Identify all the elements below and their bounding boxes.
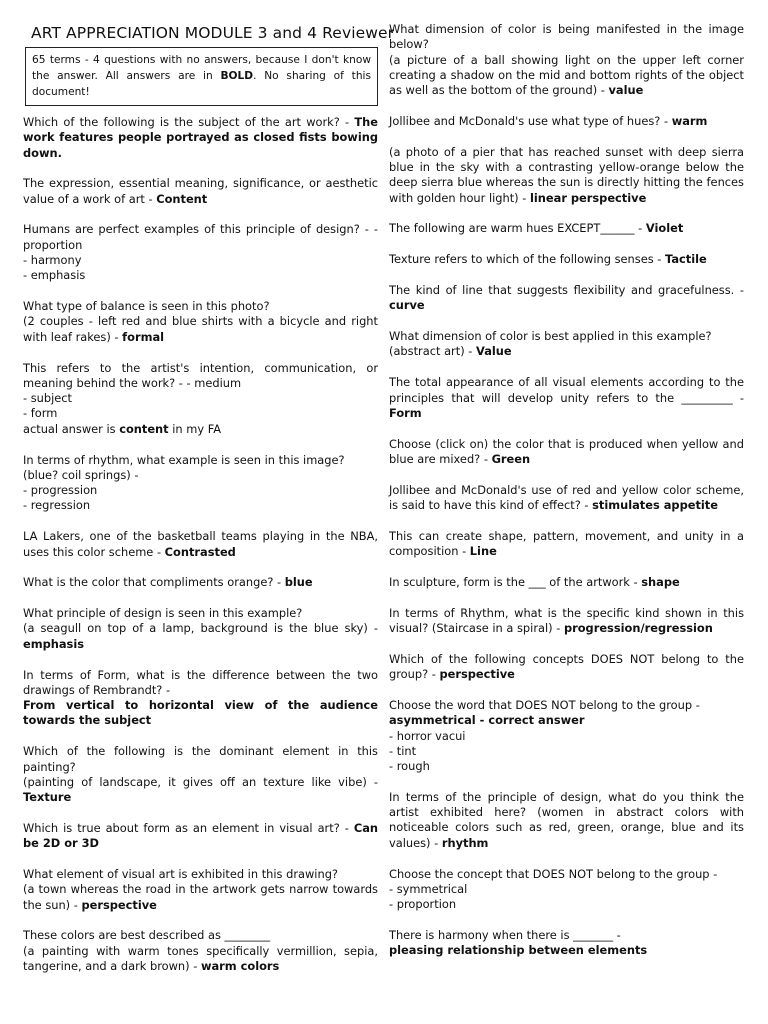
question-item — [23, 744, 378, 805]
question-item — [23, 453, 378, 514]
question-item — [389, 114, 744, 129]
question-text: Jollibee and McDonald's use what type of hues? - — [389, 113, 672, 128]
question-text: The total appearance of all visual elements according to the principles that will develop unity refers to the _________ - — [389, 375, 744, 405]
answer-text: formal — [122, 329, 165, 344]
question-item — [389, 790, 744, 851]
question-text: In terms of Form, what is the difference between the two drawings of Rembrandt? - — [23, 667, 378, 697]
right-column — [389, 0, 744, 974]
question-item — [23, 222, 378, 283]
answer-text: rhythm — [441, 835, 489, 850]
question-text: This can create shape, pattern, movement, and unity in a composition - — [389, 528, 744, 559]
question-text: The kind of line that suggests flexibility and gracefulness. - — [389, 283, 744, 298]
question-text: Which of the following concepts DOES NOT belong to the group? - — [389, 651, 744, 682]
answer-text: progression/regression — [563, 621, 713, 636]
answer-text: warm — [671, 113, 708, 128]
question-item — [389, 437, 744, 468]
question-item — [23, 606, 378, 652]
question-text: The following are warm hues EXCEPT______ - — [389, 221, 646, 236]
option-text: - tint — [389, 743, 417, 758]
question-text: In terms of rhythm, what example is seen in this image? — [23, 452, 345, 467]
question-item — [23, 867, 378, 913]
answer-text: Content — [156, 191, 208, 206]
question-text: In terms of the principle of design, what do you think the artist exhibited here? (women in abstract colors with noticeable colors such as red, green, orange, blue and its values) - — [389, 789, 744, 850]
answer-text: stimulates appetite — [592, 498, 718, 513]
answer-text: Contrasted — [164, 544, 236, 559]
question-item — [389, 329, 744, 360]
question-text: Humans are perfect examples of this principle of design? - - proportion — [23, 222, 378, 252]
question-text: What element of visual art is exhibited in this drawing? — [23, 866, 338, 881]
answer-text: Violet — [645, 221, 684, 236]
answer-text: Line — [469, 544, 497, 559]
right-question-list — [389, 22, 744, 959]
question-text: Jollibee and McDonald's use of red and yellow color scheme, is said to have this kind of effect? - — [389, 482, 744, 513]
question-detail: (painting of landscape, it gives off an texture like vibe) - — [23, 774, 378, 789]
question-item — [389, 375, 744, 421]
option-text: - rough — [389, 759, 430, 774]
answer-text: perspective — [439, 667, 515, 682]
question-text: This refers to the artist's intention, communication, or meaning behind the work? - - medium — [23, 360, 378, 390]
question-item — [23, 821, 378, 852]
answer-text: curve — [389, 298, 425, 313]
question-text: Choose the concept that DOES NOT belong to the group - — [389, 866, 718, 881]
question-item — [23, 575, 378, 590]
left-question-list — [23, 115, 378, 974]
question-text: There is harmony when there is _______ - — [389, 927, 621, 942]
page-title: ART APPRECIATION MODULE 3 and 4 Reviewer — [31, 24, 395, 42]
question-item — [389, 221, 744, 236]
question-text: What principle of design is seen in this example? — [23, 606, 303, 621]
question-item — [23, 928, 378, 974]
intro-note-text: 65 terms - 4 questions with no answers, because I don't know the answer. All answers are in — [32, 54, 371, 82]
answer-text: blue — [284, 575, 313, 590]
question-item — [389, 698, 744, 774]
intro-note-tail: . No sharing of this document! — [32, 70, 372, 98]
answer-note: actual answer is — [23, 421, 120, 436]
question-item — [23, 176, 378, 207]
question-text: These colors are best described as ________ — [23, 928, 271, 943]
answer-text: Green — [491, 451, 531, 466]
question-text: What type of balance is seen in this photo? — [23, 299, 270, 314]
question-detail: - proportion — [389, 897, 457, 912]
question-item — [23, 361, 378, 437]
answer-text: Form — [389, 405, 422, 420]
question-detail: - subject — [23, 391, 73, 406]
answer-text: perspective — [81, 897, 157, 912]
answer-text: shape — [641, 574, 680, 589]
question-detail: - harmony — [23, 253, 82, 268]
question-text: The expression, essential meaning, significance, or aesthetic value of a work of art - — [23, 176, 378, 206]
question-detail: - progression — [23, 483, 98, 498]
question-text: What is the color that compliments orange? - — [23, 575, 285, 590]
question-item — [389, 575, 744, 590]
question-item — [23, 115, 378, 161]
question-item — [389, 483, 744, 514]
question-item — [23, 668, 378, 729]
question-item — [389, 606, 744, 637]
question-detail: (blue? coil springs) - — [23, 467, 139, 482]
question-text: Which of the following is the subject of the art work? - — [23, 115, 355, 129]
question-item — [389, 145, 744, 206]
question-text: Which is true about form as an element in visual art? - — [23, 820, 354, 835]
question-text: LA Lakers, one of the basketball teams playing in the NBA, uses this color scheme - — [23, 529, 378, 559]
question-item — [23, 299, 378, 345]
question-detail: - symmetrical — [389, 881, 468, 896]
question-item — [389, 283, 744, 314]
question-item — [389, 867, 744, 913]
question-detail: (abstract art) - — [389, 344, 476, 359]
question-detail: - form — [23, 406, 58, 421]
question-text: Which of the following is the dominant element in this painting? — [23, 744, 378, 774]
question-text: In sculpture, form is the ___ of the artwork - — [389, 574, 642, 589]
question-text: What dimension of color is best applied in this example? — [389, 329, 712, 344]
answer-text: value — [608, 83, 644, 98]
question-text: Choose (click on) the color that is produced when yellow and blue are mixed? - — [389, 436, 744, 466]
question-detail: - emphasis — [23, 268, 86, 283]
question-text: In terms of Rhythm, what is the specific kind shown in this visual? (Staircase in a spiral) - — [389, 605, 744, 636]
answer-text: Tactile — [665, 252, 707, 267]
answer-text: From vertical to horizontal view of the audience towards the subject — [23, 698, 378, 728]
question-text: Choose the word that DOES NOT belong to the group - — [389, 697, 700, 712]
answer-text: content — [119, 421, 169, 436]
question-text: What dimension of color is being manifested in the image below? — [389, 22, 744, 52]
question-detail: (a town whereas the road in the artwork gets narrow towards the sun) - — [23, 882, 378, 912]
answer-text: pleasing relationship between elements — [389, 943, 648, 958]
question-detail: (2 couples - left red and blue shirts with a bicycle and right with leaf rakes) - — [23, 314, 378, 344]
question-item — [389, 529, 744, 560]
question-item — [23, 529, 378, 560]
answer-text: emphasis — [23, 636, 85, 651]
question-item — [389, 928, 744, 959]
question-item — [389, 652, 744, 683]
answer-text: Can be 2D or 3D — [23, 820, 378, 851]
intro-note-bold: BOLD — [220, 70, 254, 82]
question-detail: (a painting with warm tones specifically vermillion, sepia, tangerine, and a dark brown) - — [23, 943, 378, 973]
answer-text: asymmetrical - correct answer — [389, 713, 585, 728]
question-item — [389, 22, 744, 98]
question-detail: (a picture of a ball showing light on the upper left corner creating a shadow on the mid and bottom rights of the object as well as the bottom of the ground) - — [389, 52, 744, 98]
answer-note-tail: in my FA — [168, 421, 221, 436]
answer-text: Texture — [23, 790, 72, 805]
option-text: - horror vacui — [389, 728, 466, 743]
answer-text: linear perspective — [529, 190, 647, 205]
left-column — [23, 0, 395, 990]
answer-text: warm colors — [200, 958, 280, 973]
intro-note — [25, 47, 378, 106]
answer-text: The work features people portrayed as closed fists bowing down. — [23, 115, 378, 160]
question-item — [389, 252, 744, 267]
question-text: (a photo of a pier that has reached sunset with deep sierra blue in the sky with a contrasting yellow-orange below the deep sierra blue whereas the sun is directly hitting the fences with golden hour light) - — [389, 144, 744, 205]
question-detail: (a seagull on top of a lamp, background is the blue sky) - — [23, 621, 378, 636]
question-detail: - regression — [23, 498, 91, 513]
question-text: Texture refers to which of the following senses - — [389, 252, 666, 267]
answer-text: Value — [476, 344, 512, 359]
